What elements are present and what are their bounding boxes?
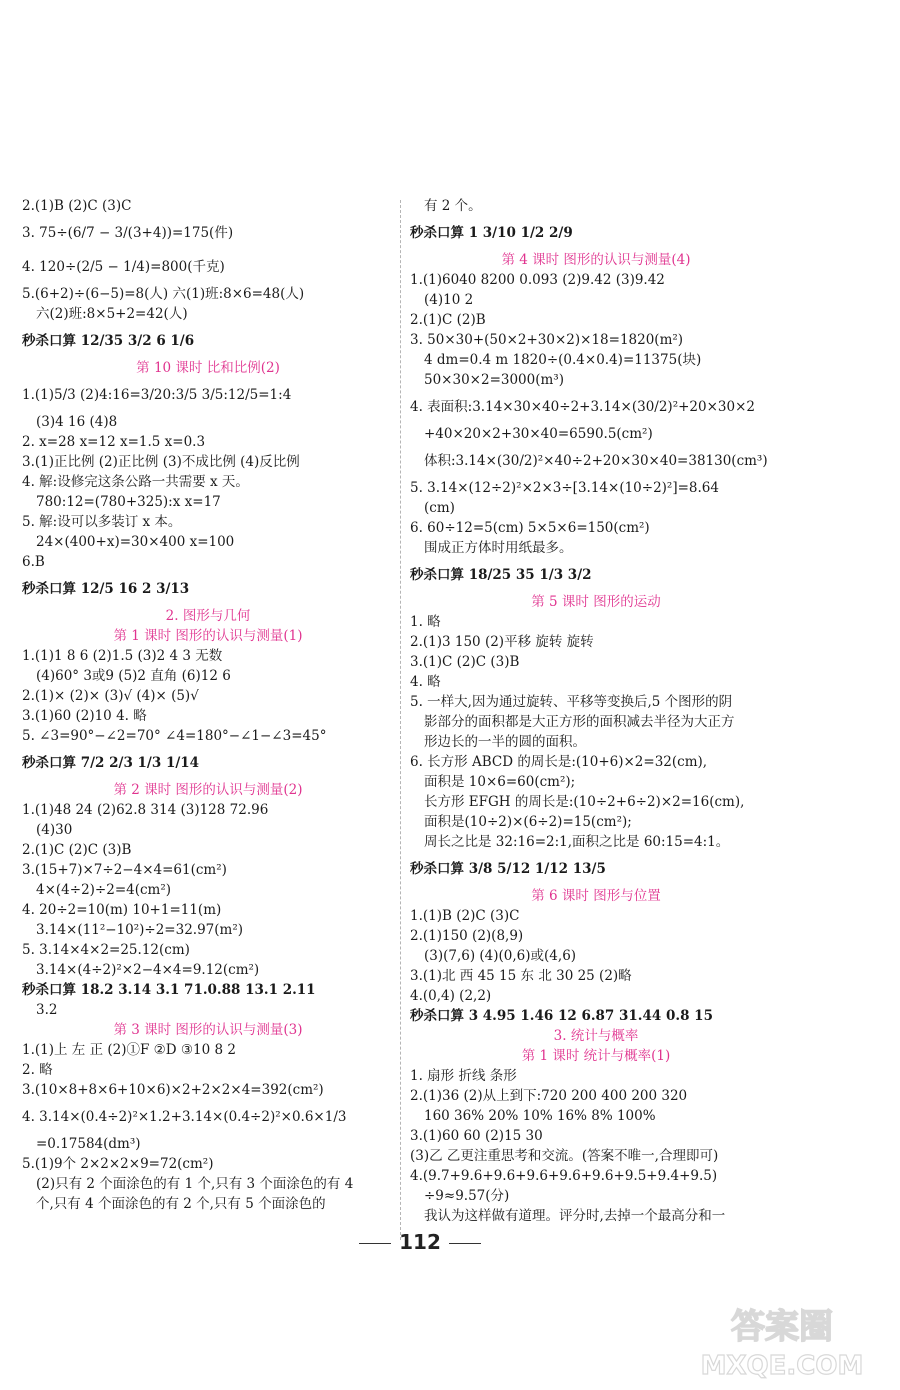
- answer-line: 4. 解:设修完这条公路一共需要 x 天。: [22, 474, 249, 490]
- answer-line: 4. 表面积:3.14×30×40÷2+3.14×(30/2)²+20×30×2: [410, 399, 755, 415]
- answer-line: 体积:3.14×(30/2)²×40÷2+20×30×40=38130(cm³): [424, 453, 768, 469]
- answer-line: (3)(7,6) (4)(0,6)或(4,6): [424, 948, 577, 964]
- answer-line: (cm): [424, 500, 455, 516]
- answer-line: 4. 120÷(2/5 − 1/4)=800(千克): [22, 259, 225, 275]
- answer-line: 50×30×2=3000(m³): [424, 372, 564, 388]
- watermark-top: 答案圈: [731, 1307, 833, 1347]
- answer-line: 1.(1)上 左 正 (2)①F ②D ③10 8 2: [22, 1042, 236, 1058]
- answer-line: 2.(1)B (2)C (3)C: [22, 198, 132, 214]
- quick-calc-line: 秒杀口算 18.2 3.14 3.1 71.0.88 13.1 2.11: [22, 982, 316, 998]
- answer-line: 长方形 EFGH 的周长是:(10÷2+6÷2)×2=16(cm),: [424, 794, 745, 810]
- answer-line: +40×20×2+30×40=6590.5(cm²): [424, 426, 653, 442]
- answer-line: 160 36% 20% 10% 16% 8% 100%: [424, 1108, 656, 1124]
- quick-calc-line: 秒杀口算 3/8 5/12 1/12 13/5: [410, 861, 606, 877]
- answer-line: 4. 略: [410, 674, 441, 690]
- answer-line: 影部分的面积都是大正方形的面积减去半径为大正方: [424, 714, 735, 730]
- answer-line: 2.(1)36 (2)从上到下:720 200 400 200 320: [410, 1088, 688, 1104]
- answer-line: (3)4 16 (4)8: [36, 414, 118, 430]
- answer-line: 4 dm=0.4 m 1820÷(0.4×0.4)=11375(块): [424, 352, 702, 368]
- answer-line: 3.(15+7)×7÷2−4×4=61(cm²): [22, 862, 227, 878]
- answer-line: 6. 长方形 ABCD 的周长是:(10+6)×2=32(cm),: [410, 754, 708, 770]
- column-divider: [400, 200, 401, 1240]
- section-heading: 第 2 课时 图形的认识与测量(2): [113, 782, 303, 798]
- answer-line: 4. 3.14×(0.4÷2)²×1.2+3.14×(0.4÷2)²×0.6×1/3: [22, 1109, 347, 1125]
- answer-line: 3.2: [36, 1002, 58, 1018]
- answer-line: 3.14×(4÷2)²×2−4×4=9.12(cm²): [36, 962, 260, 978]
- answer-line: 围成正方体时用纸最多。: [424, 540, 573, 556]
- answer-line: 3. 50×30+(50×2+30×2)×18=1820(m²): [410, 332, 684, 348]
- section-heading: 第 1 课时 图形的认识与测量(1): [113, 628, 303, 644]
- quick-calc-line: 秒杀口算 1 3/10 1/2 2/9: [410, 225, 573, 241]
- watermark-bottom: MXQE.COM: [700, 1351, 864, 1380]
- quick-calc-line: 秒杀口算 18/25 35 1/3 3/2: [410, 567, 592, 583]
- answer-line: 3.14×(11²−10²)÷2=32.97(m²): [36, 922, 244, 938]
- answer-line: 2.(1)C (2)B: [410, 312, 486, 328]
- answer-line: 1.(1)B (2)C (3)C: [410, 908, 520, 924]
- answer-line: 3.(1)60 (2)10 4. 略: [22, 708, 147, 724]
- answer-line: 我认为这样做有道理。评分时,去掉一个最高分和一: [424, 1208, 726, 1224]
- answer-line: 4.(9.7+9.6+9.6+9.6+9.6+9.6+9.5+9.4+9.5): [410, 1168, 718, 1184]
- page-number-dash: [449, 1243, 481, 1244]
- answer-line: 5. 3.14×4×2=25.12(cm): [22, 942, 190, 958]
- answer-line: 5. 解:设可以多装订 x 本。: [22, 514, 182, 530]
- answer-line: (4)60° 3或9 (5)2 直角 (6)12 6: [36, 668, 231, 684]
- answer-line: 3.(1)C (2)C (3)B: [410, 654, 520, 670]
- answer-line: 4. 20÷2=10(m) 10+1=11(m): [22, 902, 222, 918]
- quick-calc-line: 秒杀口算 12/5 16 2 3/13: [22, 581, 190, 597]
- answer-line: (4)10 2: [424, 292, 474, 308]
- answer-line: 2.(1)3 150 (2)平移 旋转 旋转: [410, 634, 594, 650]
- answer-line: 6.B: [22, 554, 45, 570]
- answer-line: 6. 60÷12=5(cm) 5×5×6=150(cm²): [410, 520, 650, 536]
- section-heading: 第 3 课时 图形的认识与测量(3): [113, 1022, 303, 1038]
- answer-line: 形边长的一半的圆的面积。: [424, 734, 586, 750]
- answer-line: 2. x=28 x=12 x=1.5 x=0.3: [22, 434, 206, 450]
- answer-line: 个,只有 4 个面涂色的有 2 个,只有 5 个面涂色的: [36, 1196, 326, 1212]
- answer-line: 780:12=(780+325):x x=17: [36, 494, 221, 510]
- section-heading: 第 10 课时 比和比例(2): [136, 360, 280, 376]
- answer-line: 3. 75÷(6/7 − 3/(3+4))=175(件): [22, 225, 234, 241]
- answer-line: =0.17584(dm³): [36, 1136, 141, 1152]
- answer-line: 周长之比是 32:16=2:1,面积之比是 60:15=4:1。: [424, 834, 730, 850]
- left-column: [22, 196, 394, 1214]
- answer-line: 5. 3.14×(12÷2)²×2×3÷[3.14×(10÷2)²]=8.64: [410, 480, 719, 496]
- answer-line: 2.(1)150 (2)(8,9): [410, 928, 524, 944]
- answer-line: 1. 扇形 折线 条形: [410, 1068, 517, 1084]
- page-number: [0, 1230, 840, 1254]
- answer-line: 3.(1)60 60 (2)15 30: [410, 1128, 543, 1144]
- answer-line: (3)乙 乙更注重思考和交流。(答案不唯一,合理即可): [410, 1148, 719, 1164]
- answer-line: (2)只有 2 个面涂色的有 1 个,只有 3 个面涂色的有 4: [36, 1176, 354, 1192]
- answer-line: (4)30: [36, 822, 73, 838]
- answer-line: 5.(1)9个 2×2×2×9=72(cm²): [22, 1156, 214, 1172]
- quick-calc-line: 秒杀口算 7/2 2/3 1/3 1/14: [22, 755, 200, 771]
- watermark-logo: [692, 1300, 872, 1380]
- page-number-text: 112: [399, 1230, 441, 1254]
- section-heading: 第 5 课时 图形的运动: [531, 594, 661, 610]
- answer-line: 1.(1)6040 8200 0.093 (2)9.42 (3)9.42: [410, 272, 665, 288]
- section-heading: 第 6 课时 图形与位置: [531, 888, 661, 904]
- answer-line: 4.(0,4) (2,2): [410, 988, 492, 1004]
- answer-line: 5. 一样大,因为通过旋转、平移等变换后,5 个图形的阴: [410, 694, 733, 710]
- right-column: [410, 196, 782, 1226]
- answer-line: 面积是(10÷2)×(6÷2)=15(cm²);: [424, 814, 632, 830]
- answer-line: 3.(1)正比例 (2)正比例 (3)不成比例 (4)反比例: [22, 454, 300, 470]
- answer-line: 六(2)班:8×5+2=42(人): [36, 306, 188, 322]
- answer-line: 24×(400+x)=30×400 x=100: [36, 534, 235, 550]
- section-heading: 3. 统计与概率: [553, 1028, 639, 1044]
- answer-line: 1. 略: [410, 614, 441, 630]
- answer-line: 5. ∠3=90°−∠2=70° ∠4=180°−∠1−∠3=45°: [22, 728, 327, 744]
- answer-line: 1.(1)5/3 (2)4:16=3/20:3/5 3/5:12/5=1:4: [22, 387, 292, 403]
- answer-line: ÷9≈9.57(分): [424, 1188, 510, 1204]
- answer-line: 1.(1)48 24 (2)62.8 314 (3)128 72.96: [22, 802, 269, 818]
- quick-calc-line: 秒杀口算 12/35 3/2 6 1/6: [22, 333, 195, 349]
- answer-line: 5.(6+2)÷(6−5)=8(人) 六(1)班:8×6=48(人): [22, 286, 305, 302]
- answer-line: 4×(4÷2)÷2=4(cm²): [36, 882, 172, 898]
- section-heading: 2. 图形与几何: [165, 608, 251, 624]
- answer-line: 3.(1)北 西 45 15 东 北 30 25 (2)略: [410, 968, 632, 984]
- answer-line: 3.(10×8+8×6+10×6)×2+2×2×4=392(cm²): [22, 1082, 324, 1098]
- answer-line: 2.(1)C (2)C (3)B: [22, 842, 132, 858]
- section-heading: 第 4 课时 图形的认识与测量(4): [501, 252, 691, 268]
- page-number-dash: [359, 1243, 391, 1244]
- answer-line: 面积是 10×6=60(cm²);: [424, 774, 576, 790]
- answer-line: 有 2 个。: [424, 198, 482, 214]
- answer-line: 2. 略: [22, 1062, 53, 1078]
- section-heading: 第 1 课时 统计与概率(1): [521, 1048, 671, 1064]
- quick-calc-line: 秒杀口算 3 4.95 1.46 12 6.87 31.44 0.8 15: [410, 1008, 713, 1024]
- answer-line: 2.(1)× (2)× (3)√ (4)× (5)√: [22, 688, 199, 704]
- answer-line: 1.(1)1 8 6 (2)1.5 (3)2 4 3 无数: [22, 648, 223, 664]
